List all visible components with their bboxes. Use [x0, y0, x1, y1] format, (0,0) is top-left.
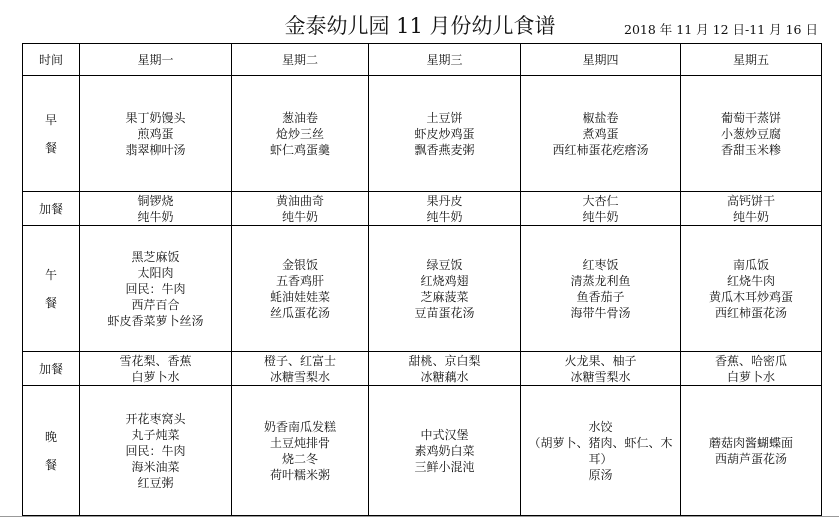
dish-item: （胡萝卜、猪肉、虾仁、木: [528, 435, 673, 450]
dish-item: 果丁奶馒头: [125, 110, 186, 125]
menu-cell: [369, 352, 521, 386]
dish-item: 太阳肉: [137, 265, 174, 280]
dish-item: 纯牛奶: [582, 209, 619, 224]
dish-item: 黄油曲奇: [275, 193, 324, 208]
dish-item: 芝麻菠菜: [420, 289, 469, 304]
meal-label-char: 餐: [44, 140, 57, 155]
dish-item: 橙子、红富士: [263, 353, 336, 368]
dish-item: 香甜玉米糁: [720, 142, 781, 157]
dish-item: 红烧牛肉: [726, 273, 775, 288]
menu-cell: [521, 352, 681, 386]
dish-item: 冰糖雪梨水: [570, 369, 631, 384]
dish-item: 冰糖藕水: [420, 369, 469, 384]
dish-item: 回民：牛肉: [125, 281, 186, 296]
dish-item: 雪花梨、香蕉: [119, 353, 192, 368]
time-header: 时间: [23, 44, 80, 76]
meal-label-char: 餐: [44, 457, 57, 472]
menu-cell: [521, 226, 681, 352]
dish-item: 西芹百合: [131, 297, 180, 312]
dish-item: 土豆饼: [426, 110, 463, 125]
meal-label: [23, 352, 80, 386]
dish-item: 海带牛骨汤: [570, 305, 631, 320]
dish-item: 大杏仁: [582, 193, 619, 208]
menu-cell: [681, 192, 822, 226]
dish-item: 小葱炒豆腐: [720, 126, 781, 141]
menu-cell: [80, 226, 232, 352]
dish-item: 高钙饼干: [726, 193, 775, 208]
dish-item: 葱油卷: [281, 110, 318, 125]
dish-item: 荷叶糯米粥: [269, 467, 330, 482]
dish-item: 西红柿蛋花疙瘩汤: [552, 142, 649, 157]
dish-item: 金银饭: [281, 257, 318, 272]
dish-item: 白萝卜水: [726, 369, 775, 384]
dish-item: 回民：牛肉: [125, 443, 186, 458]
dish-item: 五香鸡肝: [275, 273, 324, 288]
dish-item: 素鸡奶白菜: [414, 443, 475, 458]
menu-cell: [232, 386, 369, 516]
dish-item: 纯牛奶: [732, 209, 769, 224]
dish-item: 火龙果、柚子: [564, 353, 637, 368]
dish-item: 铜锣烧: [137, 193, 174, 208]
dish-item: 香蕉、哈密瓜: [714, 353, 787, 368]
dish-item: 南瓜饭: [732, 257, 769, 272]
day-header: 星期一: [80, 44, 232, 76]
meal-row: [23, 76, 822, 192]
dish-item: 飘香燕麦粥: [414, 142, 475, 157]
date-range: 2018 年 11 月 12 日-11 月 16 日: [624, 22, 818, 37]
dish-item: 豆苗蛋花汤: [414, 305, 475, 320]
dish-item: 红枣饭: [582, 257, 619, 272]
meal-label: [23, 76, 80, 192]
menu-cell: [521, 192, 681, 226]
dish-item: 水饺: [588, 419, 613, 434]
dish-item: 煎鸡蛋: [137, 126, 174, 141]
dish-item: 清蒸龙利鱼: [570, 273, 631, 288]
meal-label-char: 餐: [44, 295, 57, 310]
dish-item: 海米油菜: [131, 459, 180, 474]
day-header: 星期三: [369, 44, 521, 76]
menu-cell: [369, 192, 521, 226]
dish-item: 翡翠柳叶汤: [125, 142, 186, 157]
menu-cell: [80, 352, 232, 386]
meal-row: [23, 226, 822, 352]
meal-row: [23, 192, 822, 226]
dish-item: 葡萄干蒸饼: [720, 110, 781, 125]
menu-cell: [521, 76, 681, 192]
menu-cell: [232, 192, 369, 226]
meal-row: [23, 352, 822, 386]
dish-item: 煮鸡蛋: [582, 126, 619, 141]
dish-item: 鱼香茄子: [576, 289, 625, 304]
menu-cell: [369, 226, 521, 352]
day-header: 星期五: [681, 44, 822, 76]
menu-cell: [232, 352, 369, 386]
dish-item: 绿豆饭: [426, 257, 463, 272]
menu-cell: [369, 386, 521, 516]
dish-item: 蘑菇肉酱蝴蝶面: [708, 435, 793, 450]
menu-cell: [681, 76, 822, 192]
meal-row: [23, 386, 822, 516]
menu-cell: [232, 226, 369, 352]
dish-item: 白萝卜水: [131, 369, 180, 384]
meal-label-char: 加餐: [38, 201, 63, 216]
dish-item: 纯牛奶: [426, 209, 463, 224]
dish-item: 纯牛奶: [137, 209, 174, 224]
menu-cell: [681, 386, 822, 516]
dish-item: 纯牛奶: [281, 209, 318, 224]
menu-cell: [369, 76, 521, 192]
dish-item: 原汤: [588, 467, 613, 482]
meal-label-char: 午: [44, 267, 57, 282]
menu-table-body: [23, 44, 822, 516]
page-bottom-rule: [0, 516, 839, 517]
dish-item: 虾皮香菜萝卜丝汤: [107, 313, 204, 328]
dish-item: 开花枣窝头: [125, 411, 186, 426]
dish-item: 丝瓜蛋花汤: [269, 305, 330, 320]
menu-cell: [232, 76, 369, 192]
dish-item: 西葫芦蛋花汤: [714, 451, 787, 466]
dish-item: 蚝油娃娃菜: [269, 289, 330, 304]
dish-item: 土豆炖排骨: [269, 435, 330, 450]
menu-title: 金泰幼儿园 11 月份幼儿食谱: [284, 14, 556, 38]
menu-cell: [80, 386, 232, 516]
header-row: [23, 44, 822, 76]
dish-item: 炝炒三丝: [275, 126, 324, 141]
dish-item: 耳）: [588, 451, 613, 466]
weekly-menu-table: [22, 43, 822, 516]
menu-cell: [80, 76, 232, 192]
dish-item: 甜桃、京白梨: [408, 353, 481, 368]
dish-item: 红豆粥: [137, 475, 174, 490]
meal-label: [23, 386, 80, 516]
meal-label: [23, 226, 80, 352]
dish-item: 黄瓜木耳炒鸡蛋: [708, 289, 793, 304]
meal-label-char: 早: [44, 112, 57, 127]
dish-item: 椒盐卷: [582, 110, 619, 125]
menu-cell: [681, 226, 822, 352]
dish-item: 果丹皮: [426, 193, 463, 208]
dish-item: 虾仁鸡蛋羹: [269, 142, 330, 157]
menu-cell: [521, 386, 681, 516]
dish-item: 丸子炖菜: [131, 427, 180, 442]
dish-item: 红烧鸡翅: [420, 273, 469, 288]
meal-label: [23, 192, 80, 226]
dish-item: 黑芝麻饭: [131, 249, 180, 264]
day-header: 星期四: [521, 44, 681, 76]
day-header: 星期二: [232, 44, 369, 76]
dish-item: 虾皮炒鸡蛋: [414, 126, 475, 141]
menu-cell: [80, 192, 232, 226]
dish-item: 冰糖雪梨水: [269, 369, 330, 384]
dish-item: 烧二冬: [281, 451, 318, 466]
dish-item: 奶香南瓜发糕: [263, 419, 336, 434]
menu-cell: [681, 352, 822, 386]
meal-label-char: 晚: [44, 429, 57, 444]
meal-label-char: 加餐: [38, 361, 63, 376]
dish-item: 三鲜小混沌: [414, 459, 475, 474]
dish-item: 西红柿蛋花汤: [714, 305, 787, 320]
dish-item: 中式汉堡: [420, 427, 469, 442]
